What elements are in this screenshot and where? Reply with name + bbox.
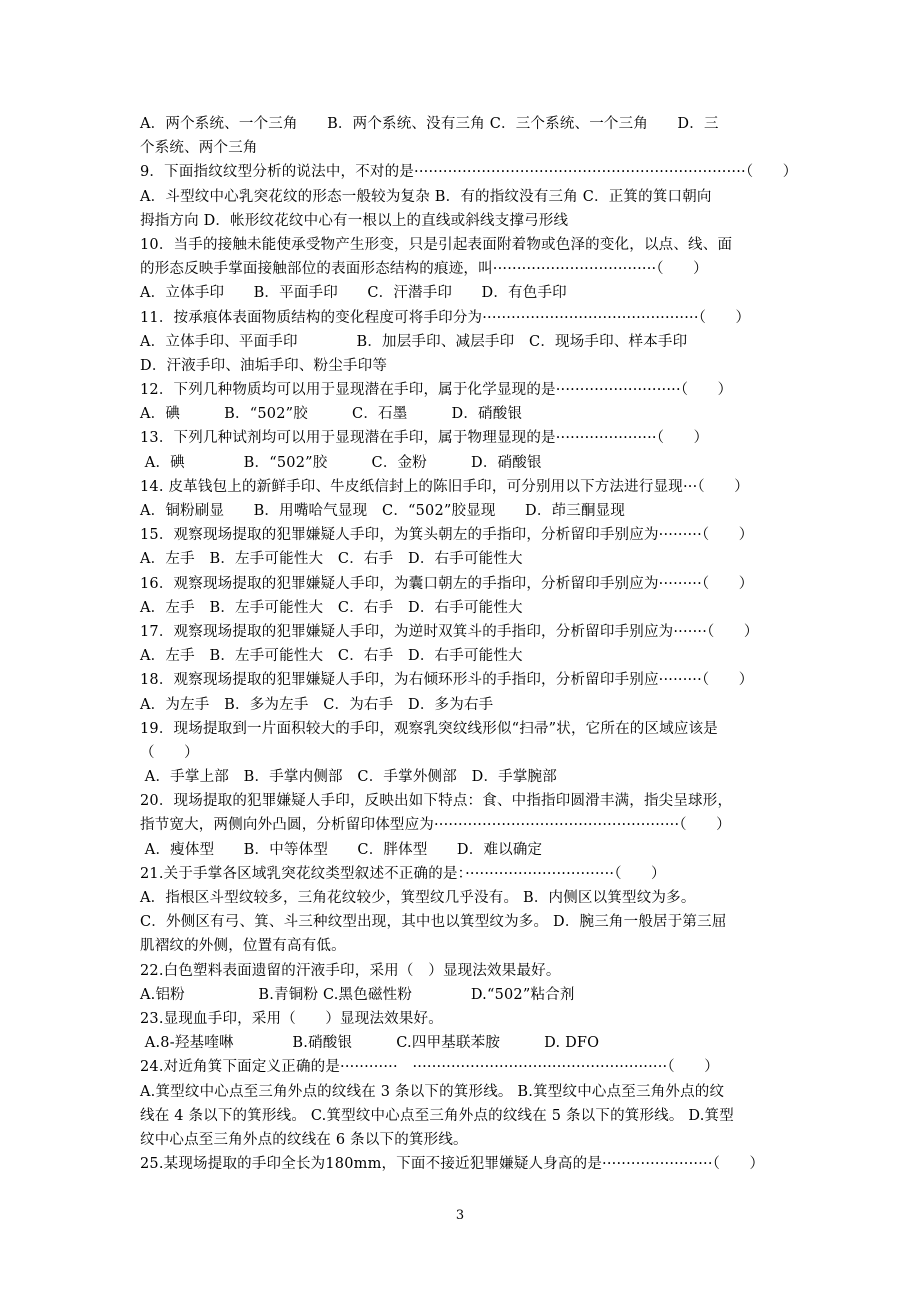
text-line: A．斗型纹中心乳突花纹的形态一般较为复杂 B．有的指纹没有三角 C．正箕的箕口朝向 (140, 188, 712, 205)
text-line: 的形态反映手掌面接触部位的表面形态结构的痕迹，叫··································（ ） (140, 261, 708, 278)
text-line: A．左手 B．左手可能性大 C．右手 D．右手可能性大 (140, 551, 523, 568)
text-line: A．指根区斗型纹较多，三角花纹较少，箕型纹几乎没有。 B．内侧区以箕型纹为多。 (140, 890, 696, 906)
text-line: 25.某现场提取的手印全长为180mm，下面不接近犯罪嫌疑人身高的是·······················（ ） (140, 1156, 765, 1173)
text-line: A．两个系统、一个三角 B．两个系统、没有三角 C．三个系统、一个三角 D．三 (140, 116, 719, 132)
text-line: 10．当手的接触未能使承受物产生形变，只是引起表面附着物或色泽的变化，以点、线、面 (140, 236, 733, 253)
text-line: A．瘦体型 B．中等体型 C．胖体型 D．难以确定 (140, 841, 543, 858)
text-line: A．为左手 B．多为左手 C．为右手 D．多为右手 (140, 696, 494, 713)
text-line: A．左手 B．左手可能性大 C．右手 D．右手可能性大 (140, 648, 523, 665)
text-line: 肌褶纹的外侧，位置有高有低。 (140, 938, 346, 955)
text-line: A.铝粉 B.青铜粉 C.黑色磁性粉 D.“502”粘合剂 (140, 986, 575, 1003)
text-line: A．手掌上部 B．手掌内侧部 C．手掌外侧部 D．手掌腕部 (140, 769, 557, 786)
text-line: 纹中心点至三角外点的纹线在 6 条以下的箕形线。 (140, 1131, 468, 1148)
text-line: A．立体手印、平面手印 B．加层手印、减层手印 C．现场手印、样本手印 (140, 333, 688, 350)
text-line: 22.白色塑料表面遗留的汗液手印，采用（ ）显现法效果最好。 (140, 962, 561, 979)
text-line: 11．按承痕体表面物质结构的变化程度可将手印分为·············································（ ） (140, 309, 751, 326)
text-line: A．铜粉刷显 B．用嘴哈气显现 C．“502”胶显现 D．茚三酮显现 (140, 503, 626, 519)
text-line: 13．下列几种试剂均可以用于显现潜在手印，属于物理显现的是·····················（ ） (140, 430, 709, 447)
text-line: 9．下面指纹纹型分析的说法中，不对的是·····································································（ ） (140, 164, 798, 181)
text-line: 15．观察现场提取的犯罪嫌疑人手印，为箕头朝左的手指印，分析留印手别应为·········（ ） (140, 527, 754, 544)
text-line: 拇指方向 D．帐形纹花纹中心有一根以上的直线或斜线支撑弓形线 (140, 212, 569, 229)
text-line: A．立体手印 B．平面手印 C．汗潜手印 D．有色手印 (140, 285, 567, 302)
text-line: 线在 4 条以下的箕形线。 C.箕型纹中心点至三角外点的纹线在 5 条以下的箕形线。 D.箕型 (140, 1107, 734, 1124)
text-line: 24.对近角箕下面定义正确的是············ ·····················································（ ） (140, 1059, 719, 1076)
text-line: A.8-羟基喹啉 B.硝酸银 C.四甲基联苯胺 D. DFO (140, 1035, 600, 1052)
text-line: 20．现场提取的犯罪嫌疑人手印，反映出如下特点：食、中指指印圆滑丰满，指尖呈球形， (140, 793, 733, 810)
text-line: 19．现场提取到一片面积较大的手印，观察乳突纹线形似“扫帚”状，它所在的区域应该是 (140, 720, 718, 737)
question-text (140, 112, 800, 1176)
page-number: 3 (455, 1208, 465, 1223)
text-line: 18．观察现场提取的犯罪嫌疑人手印，为右倾环形斗的手指印，分析留印手别应·········（ ） (140, 672, 754, 689)
text-line: 21.关于手掌各区域乳突花纹类型叙述不正确的是：·······························（ ） (140, 865, 666, 882)
text-line: D．汗液手印、油垢手印、粉尘手印等 (140, 357, 388, 374)
text-line: A．碘 B．“502”胶 C．金粉 D．硝酸银 (140, 454, 542, 471)
text-line: （ ） (140, 744, 199, 761)
text-line: 12．下列几种物质均可以用于显现潜在手印，属于化学显现的是··························（ ） (140, 382, 733, 399)
text-line: A．左手 B．左手可能性大 C．右手 D．右手可能性大 (140, 599, 523, 616)
text-line: 个系统、两个三角 (140, 140, 258, 157)
text-line: A.箕型纹中心点至三角外点的纹线在 3 条以下的箕形线。 B.箕型纹中心点至三角外点的纹 (140, 1083, 725, 1100)
text-line: C．外侧区有弓、箕、斗三种纹型出现，其中也以箕型纹为多。 D．腕三角一般居于第三屈 (140, 914, 727, 931)
text-line: 14. 皮革钱包上的新鲜手印、牛皮纸信封上的陈旧手印，可分别用以下方法进行显现···（ ） (140, 478, 749, 495)
text-line: 17．观察现场提取的犯罪嫌疑人手印，为逆时双箕斗的手指印，分析留印手别应为·······（ ） (140, 623, 759, 640)
text-line: 指节宽大，两侧向外凸圆，分析留印体型应为···················································（ ） (140, 817, 731, 834)
text-line: A．碘 B．“502”胶 C．石墨 D．硝酸银 (140, 406, 523, 423)
text-line: 23.显现血手印，采用（ ）显现法效果好。 (140, 1010, 443, 1027)
text-line: 16．观察现场提取的犯罪嫌疑人手印，为囊口朝左的手指印，分析留印手别应为·········（ ） (140, 575, 754, 592)
